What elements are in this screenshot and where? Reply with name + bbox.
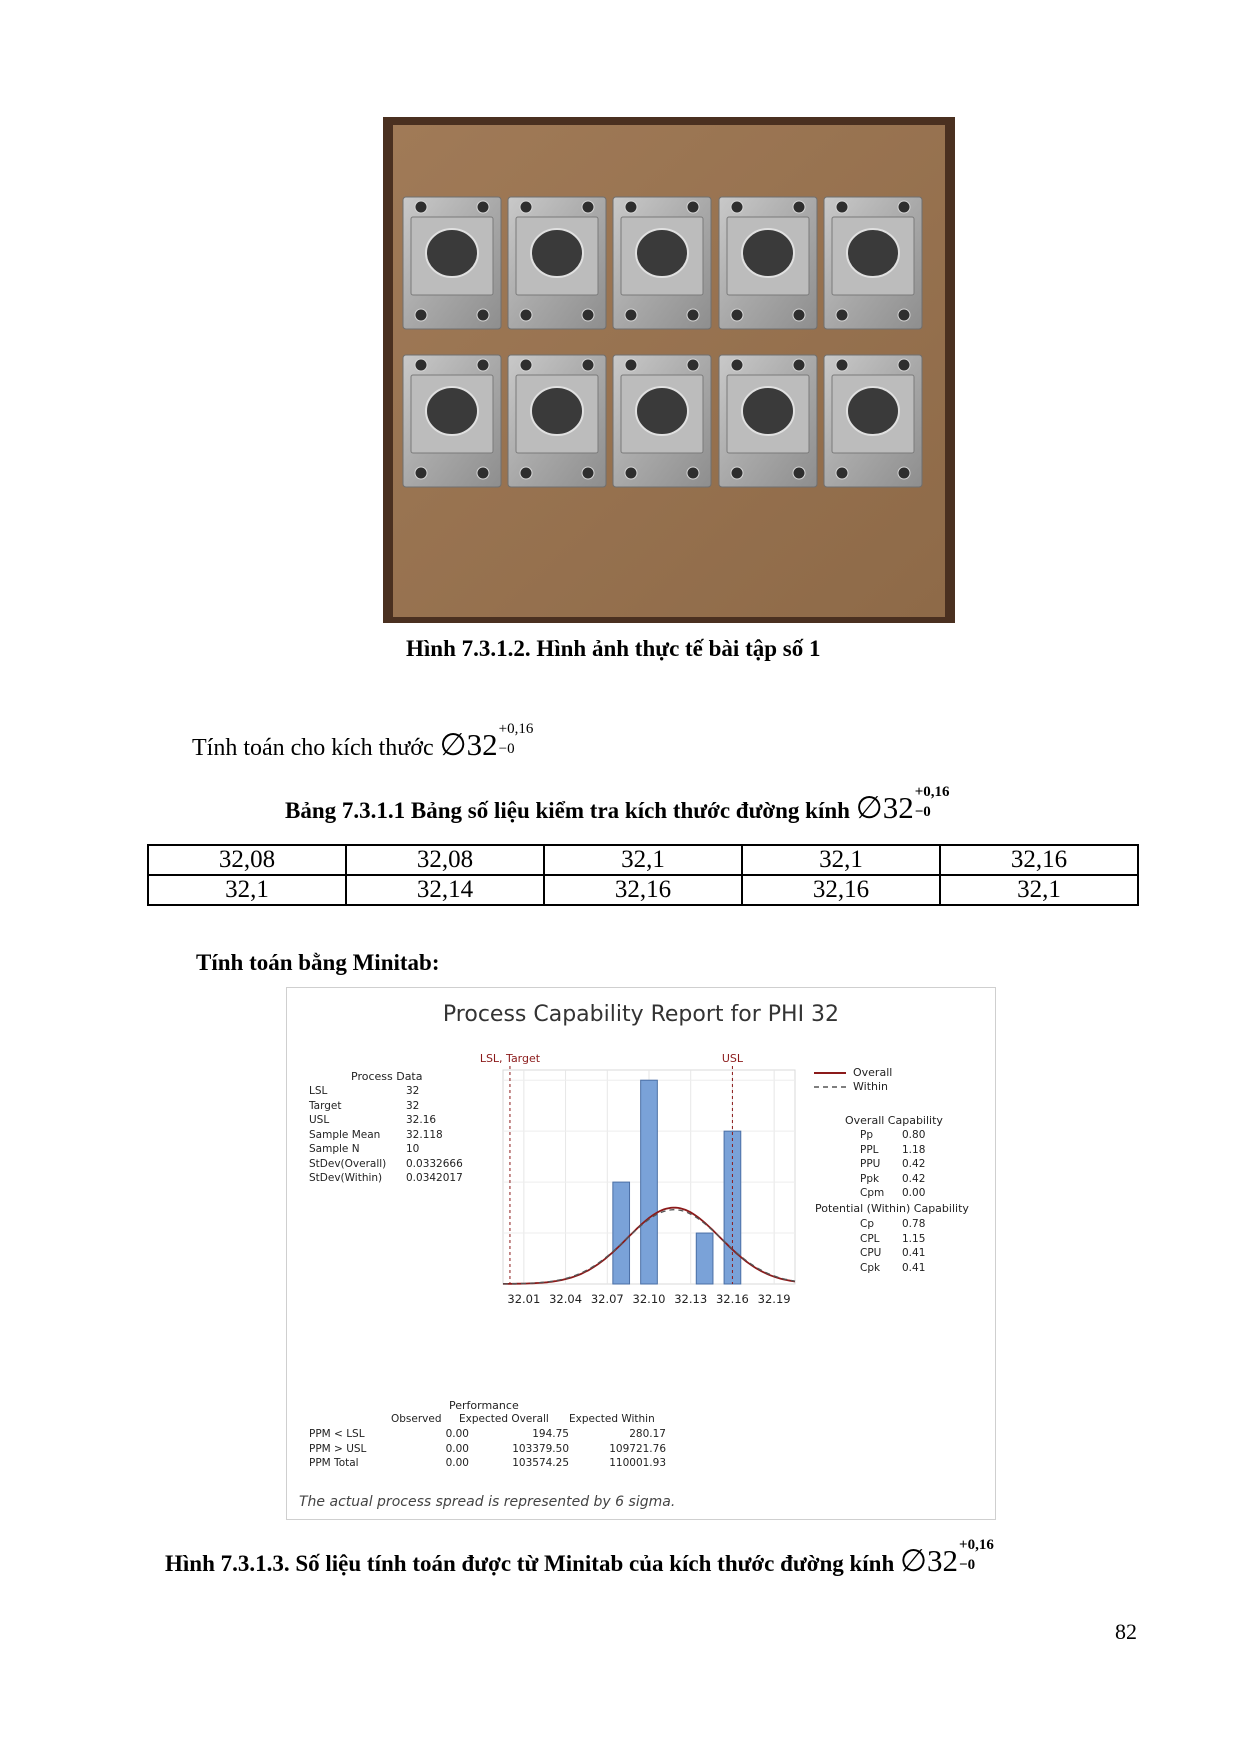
value: 32	[406, 1085, 420, 1097]
overall-capability-table	[860, 1128, 925, 1201]
machined-part	[824, 197, 922, 329]
value: 0.41	[902, 1261, 926, 1274]
performance-row	[309, 1427, 666, 1442]
table-cell: 32,1	[940, 875, 1138, 905]
x-tick-label: 32.07	[590, 1292, 624, 1306]
tolerance-upper: +0,16	[959, 1537, 994, 1553]
label: Ppk	[860, 1172, 880, 1185]
report-caption-text: Hình 7.3.1.3. Số liệu tính toán được từ Minitab của kích thước đường kính	[165, 1551, 895, 1576]
value: 0.0332666	[406, 1157, 463, 1170]
table-row	[148, 845, 1138, 875]
legend-swatches	[812, 1065, 852, 1095]
capability-report	[286, 987, 996, 1520]
overall-row	[860, 1186, 925, 1201]
overall-row	[860, 1157, 925, 1172]
label: Target	[309, 1099, 342, 1112]
table-row	[148, 875, 1138, 905]
report-title: Process Capability Report for PHI 32	[442, 1002, 840, 1027]
expected-within: 280.17	[629, 1428, 666, 1440]
dimension-symbol: ∅32	[439, 727, 498, 762]
machined-part	[508, 355, 606, 487]
histogram-bar	[696, 1233, 713, 1284]
value: 0.00	[902, 1187, 926, 1199]
table-caption	[285, 784, 950, 826]
machined-part	[403, 355, 501, 487]
page-number: 82	[1115, 1619, 1137, 1644]
value: 1.18	[902, 1143, 926, 1156]
legend-overall: Overall	[853, 1066, 893, 1079]
overall-capability-title: Overall Capability	[845, 1114, 943, 1127]
tolerance-upper: +0,16	[498, 721, 534, 737]
tolerance	[958, 1537, 994, 1573]
observed: 0.00	[445, 1457, 469, 1469]
spec-label: USL	[721, 1052, 744, 1065]
table-cell: 32,08	[148, 845, 346, 875]
performance-row	[309, 1456, 666, 1471]
dimension-symbol: ∅32	[855, 790, 914, 825]
measurement-table	[147, 844, 1139, 906]
x-tick-label: 32.19	[757, 1292, 791, 1306]
label: StDev(Overall)	[309, 1157, 387, 1170]
tolerance-lower: −0	[959, 1557, 976, 1573]
table-cell: 32,08	[346, 845, 544, 875]
overall-row	[860, 1172, 925, 1187]
tolerance-lower: −0	[914, 804, 931, 820]
label: Pp	[860, 1129, 873, 1141]
value: 0.42	[902, 1172, 926, 1185]
within-row	[860, 1232, 925, 1247]
table-cell: 32,16	[940, 845, 1138, 875]
label: Cpk	[860, 1261, 881, 1274]
report-caption	[165, 1537, 994, 1579]
dimension-symbol: ∅32	[900, 1543, 959, 1578]
machined-part	[403, 197, 501, 329]
legend-within: Within	[853, 1080, 889, 1093]
within-capability-title: Potential (Within) Capability	[815, 1202, 969, 1215]
label: CPL	[860, 1232, 880, 1245]
tolerance	[914, 784, 950, 820]
machined-part	[719, 197, 817, 329]
label: Sample Mean	[309, 1128, 381, 1141]
label: Cpm	[860, 1187, 885, 1199]
value: 32	[406, 1099, 420, 1112]
x-tick-label: 32.16	[715, 1292, 749, 1306]
label: USL	[309, 1114, 330, 1126]
value: 32.118	[406, 1128, 443, 1141]
performance-table	[309, 1427, 666, 1471]
machined-part	[613, 197, 711, 329]
performance-title: Performance	[449, 1399, 519, 1412]
photo-caption: Hình 7.3.1.2. Hình ảnh thực tế bài tập số 1	[406, 636, 821, 661]
table-cell: 32,1	[544, 845, 742, 875]
tolerance-lower: −0	[498, 741, 515, 757]
spec-label: LSL, Target	[479, 1052, 541, 1065]
observed: 0.00	[445, 1442, 469, 1455]
overall-row	[860, 1128, 925, 1143]
performance-row	[309, 1442, 666, 1457]
expected-within: 110001.93	[609, 1457, 666, 1469]
process-data-title: Process Data	[351, 1070, 423, 1083]
label: StDev(Within)	[309, 1172, 383, 1184]
machined-part	[613, 355, 711, 487]
within-row	[860, 1261, 925, 1276]
x-tick-label: 32.04	[549, 1292, 583, 1306]
table-caption-text: Bảng 7.3.1.1 Bảng số liệu kiểm tra kích thước đường kính	[285, 798, 850, 823]
label: CPU	[860, 1247, 882, 1259]
within-row	[860, 1246, 925, 1261]
label: PPU	[860, 1158, 881, 1170]
value: 0.42	[902, 1158, 926, 1170]
expected-overall: 103379.50	[512, 1442, 569, 1455]
parts-photo	[383, 117, 955, 623]
value: 0.0342017	[406, 1172, 463, 1184]
label: PPM Total	[309, 1457, 359, 1469]
perf-header-observed: Observed	[391, 1413, 442, 1425]
table-cell: 32,1	[148, 875, 346, 905]
machined-part	[508, 197, 606, 329]
tolerance	[498, 721, 534, 757]
x-tick-label: 32.01	[507, 1292, 541, 1306]
intro-line	[192, 721, 534, 763]
label: PPM > USL	[309, 1442, 367, 1455]
value: 0.41	[902, 1247, 926, 1259]
perf-header-expected-within: Expected Within	[569, 1413, 655, 1425]
perf-header-expected-overall: Expected Overall	[459, 1413, 549, 1425]
value: 10	[406, 1143, 420, 1155]
expected-overall: 103574.25	[512, 1457, 569, 1469]
label: LSL	[309, 1085, 328, 1097]
value: 0.78	[902, 1218, 926, 1230]
table-cell: 32,14	[346, 875, 544, 905]
tolerance-upper: +0,16	[914, 784, 950, 800]
histogram-bar	[613, 1182, 630, 1284]
expected-overall: 194.75	[532, 1428, 569, 1440]
report-footnote: The actual process spread is represented by 6 sigma.	[299, 1494, 676, 1510]
histogram-bar	[724, 1131, 741, 1284]
overall-row	[860, 1143, 925, 1158]
table-cell: 32,16	[544, 875, 742, 905]
intro-text: Tính toán cho kích thước	[192, 735, 434, 761]
value: 0.80	[902, 1129, 926, 1141]
within-row	[860, 1217, 925, 1232]
x-axis-ticks	[507, 1292, 790, 1306]
machined-part	[824, 355, 922, 487]
table-cell: 32,1	[742, 845, 940, 875]
label: PPL	[860, 1143, 879, 1156]
table-cell: 32,16	[742, 875, 940, 905]
minitab-heading: Tính toán bằng Minitab:	[196, 950, 440, 975]
label: Cp	[860, 1218, 874, 1230]
within-capability-table	[860, 1217, 925, 1275]
label: PPM < LSL	[309, 1428, 365, 1440]
x-tick-label: 32.10	[632, 1292, 666, 1306]
value: 32.16	[406, 1114, 437, 1126]
machined-part	[719, 355, 817, 487]
histogram-bar	[641, 1080, 658, 1284]
expected-within: 109721.76	[609, 1442, 666, 1455]
observed: 0.00	[445, 1428, 469, 1440]
value: 1.15	[902, 1232, 926, 1245]
x-tick-label: 32.13	[674, 1292, 708, 1306]
label: Sample N	[309, 1143, 360, 1155]
